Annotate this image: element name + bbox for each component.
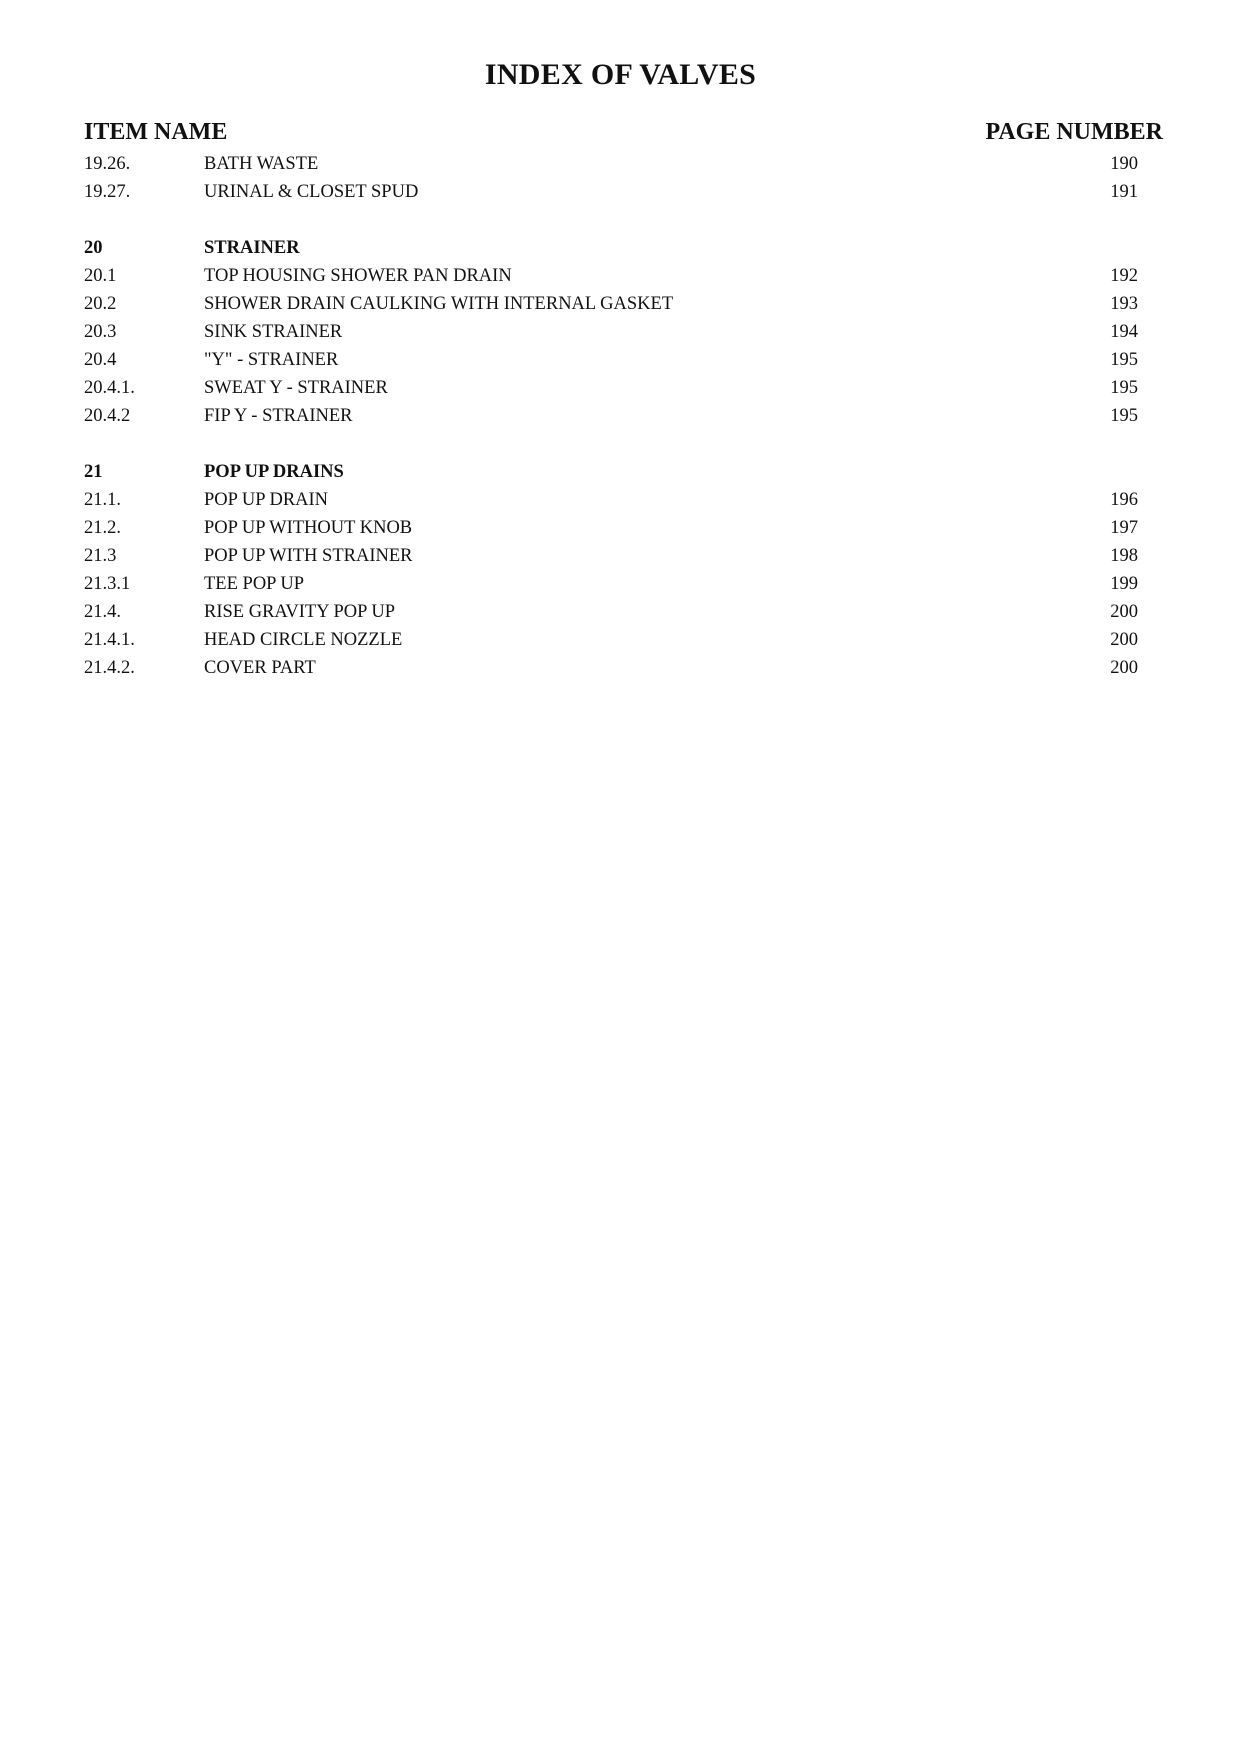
page-number: 190 — [1110, 154, 1138, 174]
page-number: 197 — [1110, 518, 1138, 538]
page-number: 200 — [1110, 602, 1138, 622]
page-number-header: PAGE NUMBER — [985, 119, 1163, 145]
item-number: 20.4 — [84, 350, 117, 370]
item-name: SHOWER DRAIN CAULKING WITH INTERNAL GASKET — [204, 294, 674, 314]
page-number: 195 — [1110, 378, 1138, 398]
section-number: 20 — [84, 238, 103, 258]
page-number: 195 — [1110, 350, 1138, 370]
item-number: 21.4. — [84, 602, 121, 622]
item-name: HEAD CIRCLE NOZZLE — [204, 630, 403, 650]
section-title: STRAINER — [204, 238, 300, 258]
index-row — [84, 486, 1138, 514]
item-name: SWEAT Y - STRAINER — [204, 378, 388, 398]
item-name: "Y" - STRAINER — [204, 350, 339, 370]
index-row — [84, 514, 1138, 542]
page-number: 196 — [1110, 490, 1138, 510]
section-title: POP UP DRAINS — [204, 462, 344, 482]
page-number: 195 — [1110, 406, 1138, 426]
section-heading-row — [84, 234, 1138, 262]
index-list — [84, 150, 1138, 682]
index-row — [84, 150, 1138, 178]
index-row — [84, 346, 1138, 374]
index-row — [84, 402, 1138, 430]
index-row — [84, 262, 1138, 290]
section-number: 21 — [84, 462, 103, 482]
item-number: 21.3 — [84, 546, 117, 566]
item-name: RISE GRAVITY POP UP — [204, 602, 396, 622]
item-number: 20.3 — [84, 322, 117, 342]
item-name: BATH WASTE — [204, 154, 319, 174]
item-number: 19.27. — [84, 182, 131, 202]
section-heading-row — [84, 458, 1138, 486]
item-name: COVER PART — [204, 658, 316, 678]
item-number: 20.4.2 — [84, 406, 131, 426]
item-number: 20.1 — [84, 266, 117, 286]
item-number: 20.4.1. — [84, 378, 135, 398]
item-name: SINK STRAINER — [204, 322, 343, 342]
item-name: TOP HOUSING SHOWER PAN DRAIN — [204, 266, 512, 286]
index-row — [84, 178, 1138, 206]
item-name: TEE POP UP — [204, 574, 305, 594]
item-name-header: ITEM NAME — [84, 119, 228, 145]
page-number: 200 — [1110, 658, 1138, 678]
page-number: 199 — [1110, 574, 1138, 594]
item-name: URINAL & CLOSET SPUD — [204, 182, 419, 202]
item-number: 19.26. — [84, 154, 131, 174]
item-number: 21.4.2. — [84, 658, 135, 678]
item-number: 20.2 — [84, 294, 117, 314]
item-name: POP UP WITH STRAINER — [204, 546, 413, 566]
index-row — [84, 290, 1138, 318]
page-number: 198 — [1110, 546, 1138, 566]
index-row — [84, 654, 1138, 682]
index-row — [84, 598, 1138, 626]
page-title: INDEX OF VALVES — [484, 58, 757, 91]
item-number: 21.4.1. — [84, 630, 135, 650]
item-number: 21.3.1 — [84, 574, 131, 594]
item-name: POP UP WITHOUT KNOB — [204, 518, 413, 538]
page-number: 191 — [1110, 182, 1138, 202]
item-number: 21.1. — [84, 490, 121, 510]
page-number: 200 — [1110, 630, 1138, 650]
item-name: POP UP DRAIN — [204, 490, 329, 510]
index-row — [84, 374, 1138, 402]
page-number: 193 — [1110, 294, 1138, 314]
index-row — [84, 318, 1138, 346]
item-number: 21.2. — [84, 518, 121, 538]
index-row — [84, 542, 1138, 570]
page-number: 194 — [1110, 322, 1138, 342]
index-row — [84, 570, 1138, 598]
item-name: FIP Y - STRAINER — [204, 406, 353, 426]
page-number: 192 — [1110, 266, 1138, 286]
index-row — [84, 626, 1138, 654]
